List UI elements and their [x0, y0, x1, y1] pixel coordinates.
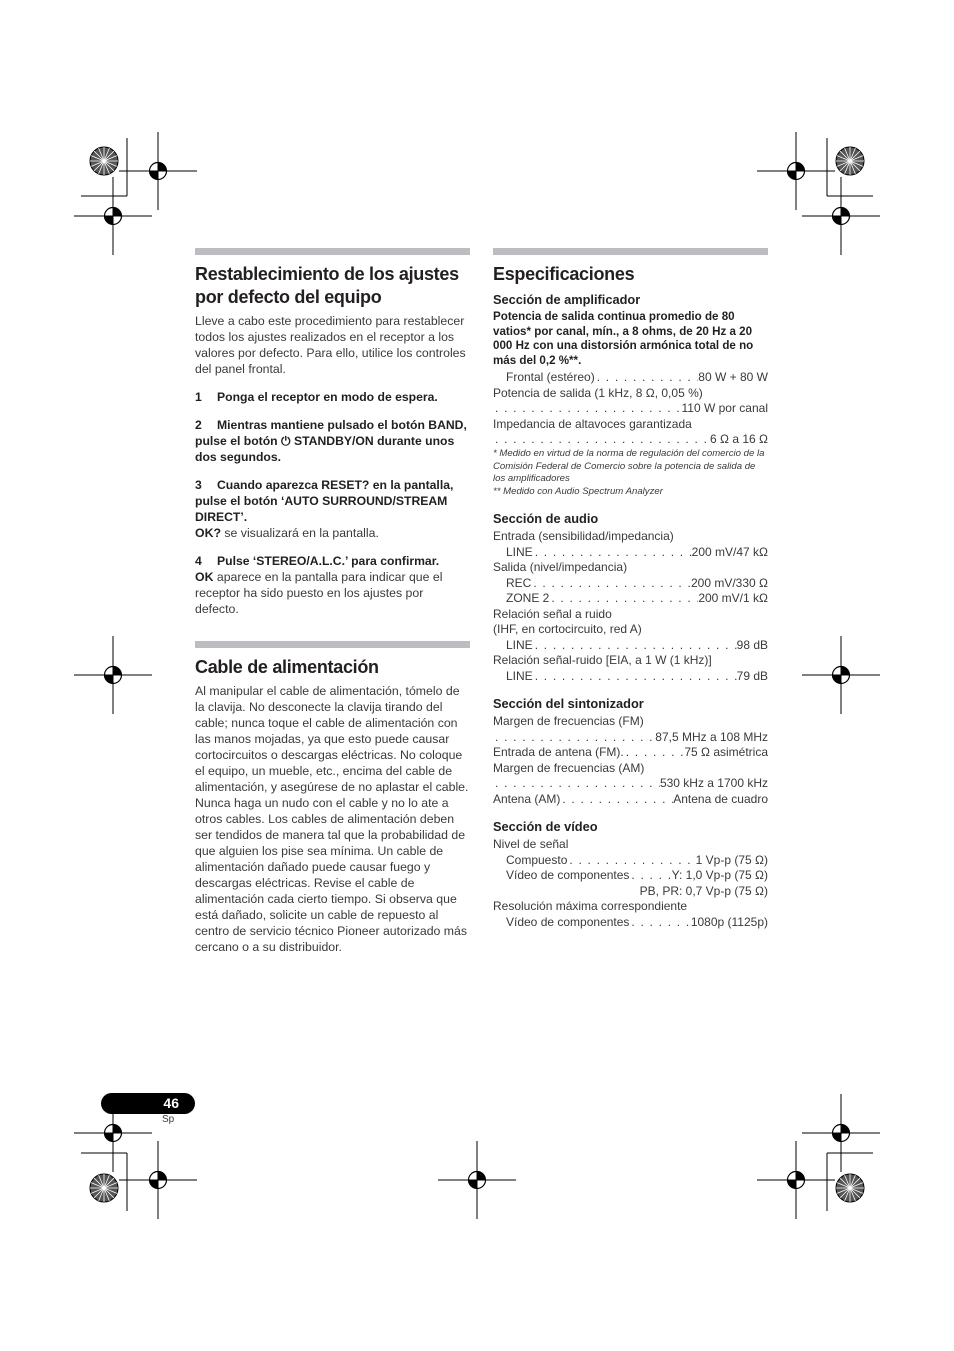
- spec-label-snr-sub: (IHF, en cortocircuito, red A): [493, 622, 642, 637]
- spec-row-component: Vídeo de componentes . . . Y: 1,0 Vp-p (75 Ω): [493, 868, 768, 884]
- spec-row-power: . . . 110 W por canal: [493, 401, 768, 417]
- step-1: 1 Ponga el receptor en modo de espera.: [195, 390, 438, 404]
- spec-label-resolution: Resolución máxima correspondiente: [493, 899, 688, 914]
- spec-row-line-input: LINE . . . 200 mV/47 kΩ: [493, 545, 768, 561]
- spec-label-snr-eia: Relación señal-ruido [EIA, a 1 W (1 kHz)]: [493, 653, 712, 668]
- spec-row-snr-eia-line: LINE . . . 79 dB: [493, 669, 768, 685]
- footnote-1: * Medido en virtud de la norma de regulación del comercio de la Comisión Federal de Comercio sobre la potencia de salida de los amplificadores: [493, 447, 765, 485]
- amp-bold-spec: Potencia de salida continua promedio de 80 vatios* por canal, mín., a 8 ohms, de 20 Hz a 20 000 Hz con una distorsión armónica total de no más del 0,2 %**.: [493, 310, 754, 367]
- power-cord-title: Cable de alimentación: [195, 657, 379, 677]
- language-code: Sp: [162, 1114, 175, 1125]
- right-column: [493, 248, 768, 930]
- reset-title: Restablecimiento de los ajustes por defecto del equipo: [195, 264, 459, 307]
- spec-label-input: Entrada (sensibilidad/impedancia): [493, 529, 674, 544]
- spec-row-composite: Compuesto . . . 1 Vp-p (75 Ω): [493, 853, 768, 869]
- spec-label-impedance: Impedancia de altavoces garantizada: [493, 416, 692, 431]
- spec-row-impedance: . . . 6 Ω a 16 Ω: [493, 432, 768, 448]
- specs-title: Especificaciones: [493, 264, 635, 284]
- spec-label-snr: Relación señal a ruido: [493, 606, 612, 621]
- spec-row-resolution: Vídeo de componentes . . . 1080p (1125p): [493, 915, 768, 931]
- spec-label-power: Potencia de salida (1 kHz, 8 Ω, 0,05 %): [493, 385, 703, 400]
- reset-section: [195, 248, 470, 617]
- spec-row-frontal: Frontal (estéreo) . . . 80 W + 80 W: [493, 370, 768, 386]
- step-2: 2 Mientras mantiene pulsado el botón BAND, pulse el botón ⏻ STANDBY/ON durante unos dos segundos.: [195, 418, 467, 464]
- spec-row-fm-antenna: Entrada de antena (FM). . . . 75 Ω asimétrica: [493, 745, 768, 761]
- page-number: 46: [101, 1093, 195, 1114]
- spec-label-fm-range: Margen de frecuencias (FM): [493, 714, 644, 729]
- amp-heading: Sección de amplificador: [493, 292, 641, 307]
- spec-row-zone2: ZONE 2 . . . 200 mV/1 kΩ: [493, 591, 768, 607]
- power-cord-body: Al manipular el cable de alimentación, tómelo de la clavija. No desconecte la clavija tirando del cable; nunca toque el cable de alimentación con las manos mojadas, ya que esto puede causar cortocircuitos o descargas eléctricas. No coloque el equipo, un mueble, etc., encima del cable de alimentación, y asegúrese de no aplastar el cable. Nunca haga un nudo con el cable y no lo ate a otros cables. Los cables de alimentación deben ser tendidos de manera tal que la probabilidad de que alguien los pise sea mínima. Un cable de alimentación dañado puede causar fuego y descargas eléctricas. Revise el cable de alimentación cada cierto tiempo. Si observa que está dañado, solicite un cable de repuesto al centro de servicio técnico Pioneer autorizado más cercano o a su distribuidor.: [195, 684, 469, 954]
- step-3-note: OK? se visualizará en la pantalla.: [195, 526, 379, 540]
- spec-label-signal-level: Nivel de señal: [493, 837, 569, 852]
- section-bar: [195, 248, 470, 255]
- left-column: [195, 248, 470, 955]
- audio-heading: Sección de audio: [493, 511, 599, 527]
- section-bar: [195, 641, 470, 648]
- spec-row-snr-line: LINE . . . 98 dB: [493, 638, 768, 654]
- spec-label-am-range: Margen de frecuencias (AM): [493, 760, 645, 775]
- spec-row-pbpr: PB, PR: 0,7 Vp-p (75 Ω): [639, 883, 768, 898]
- step-4-note: OK aparece en la pantalla para indicar que el receptor ha sido puesto en los ajustes por defecto.: [195, 570, 443, 616]
- spec-row-am-range: . . . 530 kHz a 1700 kHz: [493, 776, 768, 792]
- spec-row-fm-range: . . . 87,5 MHz a 108 MHz: [493, 730, 768, 746]
- spec-label-output: Salida (nivel/impedancia): [493, 560, 628, 575]
- spec-row-rec: REC . . . 200 mV/330 Ω: [493, 576, 768, 592]
- tuner-heading: Sección del sintonizador: [493, 696, 644, 712]
- video-heading: Sección de vídeo: [493, 819, 598, 835]
- reset-intro: Lleve a cabo este procedimiento para restablecer todos los ajustes realizados en el receptor a los valores por defecto. Para ello, utilice los controles del panel frontal.: [195, 314, 466, 376]
- power-cord-section: [195, 641, 470, 955]
- section-bar: [493, 248, 768, 255]
- footnote-2: ** Medido con Audio Spectrum Analyzer: [493, 486, 663, 498]
- spec-row-am-antenna: Antena (AM) . . . Antena de cuadro: [493, 792, 768, 808]
- step-3: 3 Cuando aparezca RESET? en la pantalla, pulse el botón ‘AUTO SURROUND/STREAM DIRECT’.: [195, 478, 454, 524]
- step-4: 4 Pulse ‘STEREO/A.L.C.’ para confirmar.: [195, 554, 440, 568]
